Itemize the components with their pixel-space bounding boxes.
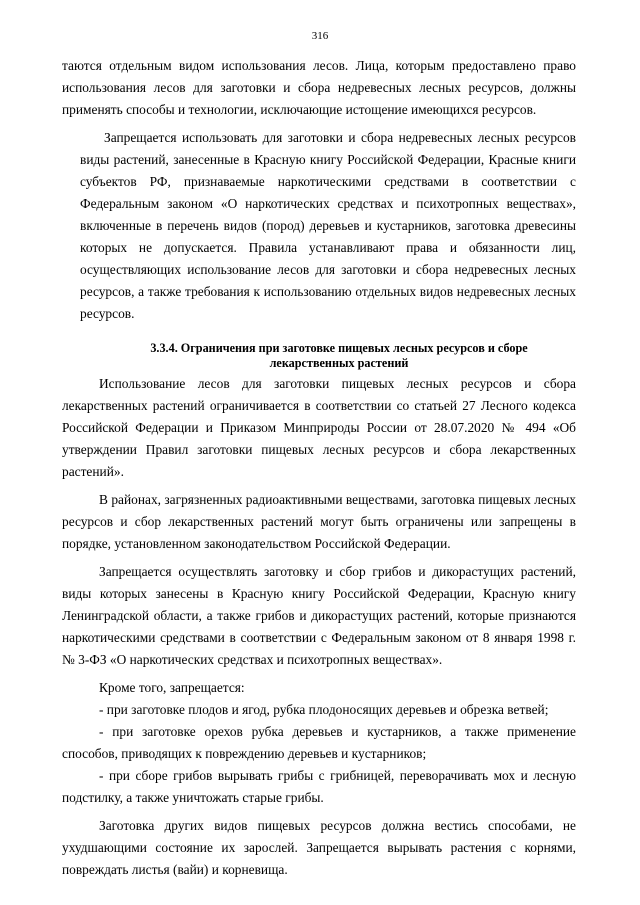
section-heading — [62, 341, 576, 371]
document-body — [62, 55, 576, 881]
paragraph-also-prohibited: Кроме того, запрещается: — [99, 680, 245, 695]
paragraph-red-book-prohibition: Запрещается осуществлять заготовку и сбор грибов и дикорастущих растений, виды которых занесены в Красную книгу Российской Федерации, Красную книгу Ленинградской области, а также грибов и дикорастущих растений, которые признаются наркотическими средствами в соответствии с Федеральным законом от 8 января 1998 г. № 3-ФЗ «О наркотических средствах и психотропных веществах». — [62, 564, 576, 667]
paragraph-continuation: таются отдельным видом использования лесов. Лица, которым предоставлено право использования лесов для заготовки и сбора недревесных лесных ресурсов, должны применять способы и технологии, исключающие истощение имеющихся ресурсов. — [62, 58, 576, 117]
paragraph-legal-basis: Использование лесов для заготовки пищевых лесных ресурсов и сбора лекарственных растений ограничивается в соответствии со статьей 27 Лесного кодекса Российской Федерации и Приказом Минприроды России от 28.07.2020 № 494 «Об утверждении Правил заготовки пищевых лесных ресурсов и сбора лекарственных растений». — [62, 376, 576, 479]
list-item: - при сборе грибов вырывать грибы с грибницей, переворачивать мох и лесную подстилку, а также уничтожать старые грибы. — [62, 768, 576, 805]
section-heading-line-2: лекарственных растений — [269, 356, 409, 370]
paragraph-radioactive-areas: В районах, загрязненных радиоактивными веществами, заготовка пищевых лесных ресурсов и сбор лекарственных растений могут быть ограничены или запрещены в порядке, установленном законодательством Российской Федерации. — [62, 492, 576, 551]
paragraph-prohibition-nontimber: Запрещается использовать для заготовки и сбора недревесных лесных ресурсов виды растений, занесенные в Красную книгу Российской Федерации, Красные книги субъектов РФ, признаваемые наркотическими средствами в соответствии с Федеральным законом «О наркотических средствах и психотропных веществах», включенные в перечень видов (пород) деревьев и кустарников, заготовка древесины которых не допускается. Правила устанавливают права и обязанности лиц, осуществляющих использование лесов для заготовки и сбора недревесных лесных ресурсов, а также требования к использованию отдельных видов недревесных лесных ресурсов. — [80, 130, 576, 321]
list-item: - при заготовке орехов рубка деревьев и кустарников, а также применение способов, приводящих к повреждению деревьев и кустарников; — [62, 724, 576, 761]
section-heading-line-1: 3.3.4. Ограничения при заготовке пищевых лесных ресурсов и сборе — [150, 341, 528, 355]
page-number: 316 — [311, 30, 329, 42]
paragraph-other-resources: Заготовка других видов пищевых ресурсов должна вестись способами, не ухудшающими состояние их зарослей. Запрещается вырывать растения с корнями, повреждать листья (вайи) и корневища. — [62, 818, 576, 877]
list-item: - при заготовке плодов и ягод, рубка плодоносящих деревьев и обрезка ветвей; — [99, 702, 549, 717]
